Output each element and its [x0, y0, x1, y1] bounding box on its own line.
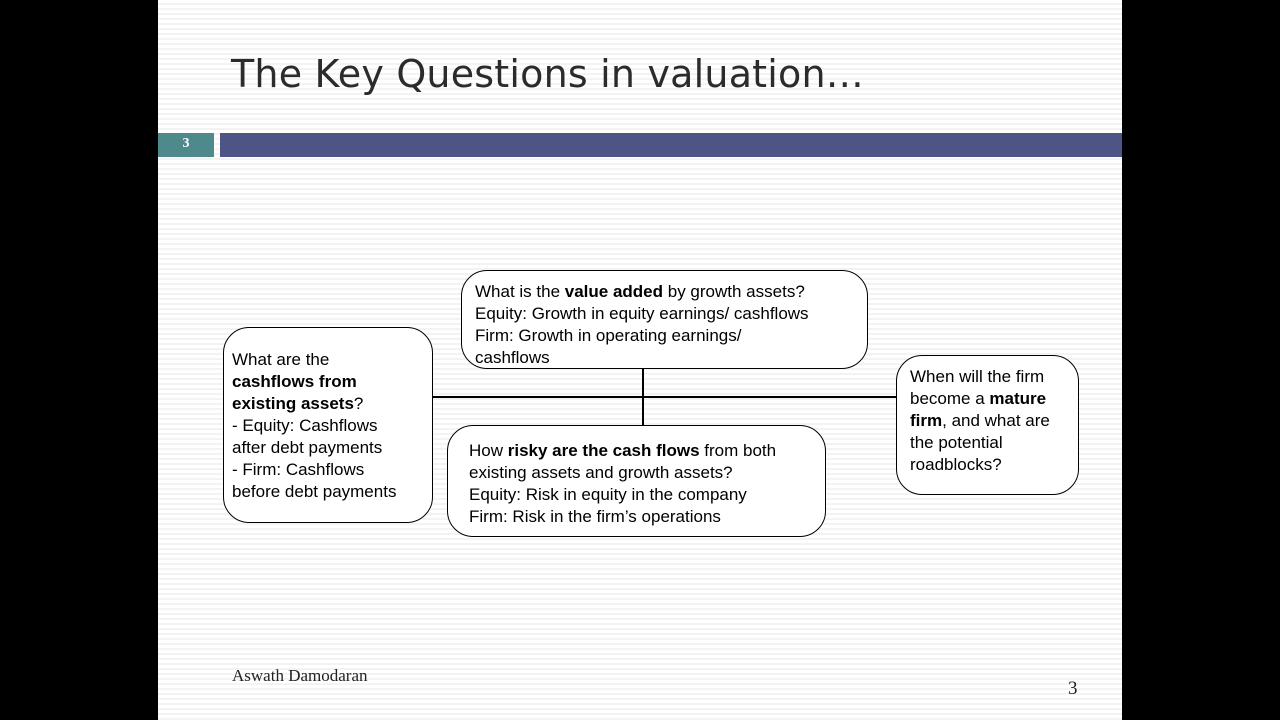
risk-line-2: existing assets and growth assets?	[469, 463, 733, 482]
existing-assets-line-5: after debt payments	[232, 438, 383, 457]
risk-line-1: How risky are the cash flows from both	[469, 441, 777, 460]
connector-vertical	[642, 368, 644, 426]
mature-line-3: firm, and what are	[910, 411, 1050, 430]
footer-page-number: 3	[1068, 678, 1078, 699]
connector-horizontal	[433, 396, 898, 398]
mature-line-2: become a mature	[910, 389, 1047, 408]
existing-assets-line-3: existing assets?	[232, 394, 364, 413]
slide-title: The Key Questions in valuation…	[231, 52, 864, 96]
growth-assets-node	[461, 270, 868, 369]
existing-assets-line-7: before debt payments	[232, 482, 397, 501]
existing-assets-node	[223, 327, 433, 523]
mature-line-1: When will the firm	[910, 367, 1045, 386]
mature-line-5: roadblocks?	[910, 455, 1002, 474]
growth-assets-line-3: Firm: Growth in operating earnings/	[475, 326, 742, 345]
existing-assets-line-1: What are the	[232, 350, 330, 369]
footer-author: Aswath Damodaran	[232, 666, 368, 685]
risk-node	[447, 425, 826, 537]
growth-assets-line-1: What is the value added by growth assets?	[475, 282, 805, 301]
existing-assets-line-6: - Firm: Cashflows	[232, 460, 365, 479]
growth-assets-line-2: Equity: Growth in equity earnings/ cashflows	[475, 304, 809, 323]
risk-line-4: Firm: Risk in the firm’s operations	[469, 507, 721, 526]
mature-firm-node	[896, 355, 1079, 495]
existing-assets-line-2: cashflows from	[232, 372, 357, 391]
slide-number-badge: 3	[158, 133, 214, 157]
growth-assets-line-4: cashflows	[475, 348, 550, 367]
title-underline-bar	[220, 133, 1122, 157]
risk-line-3: Equity: Risk in equity in the company	[469, 485, 747, 504]
mature-line-4: the potential	[910, 433, 1003, 452]
slide	[158, 0, 1122, 720]
existing-assets-line-4: - Equity: Cashflows	[232, 416, 378, 435]
